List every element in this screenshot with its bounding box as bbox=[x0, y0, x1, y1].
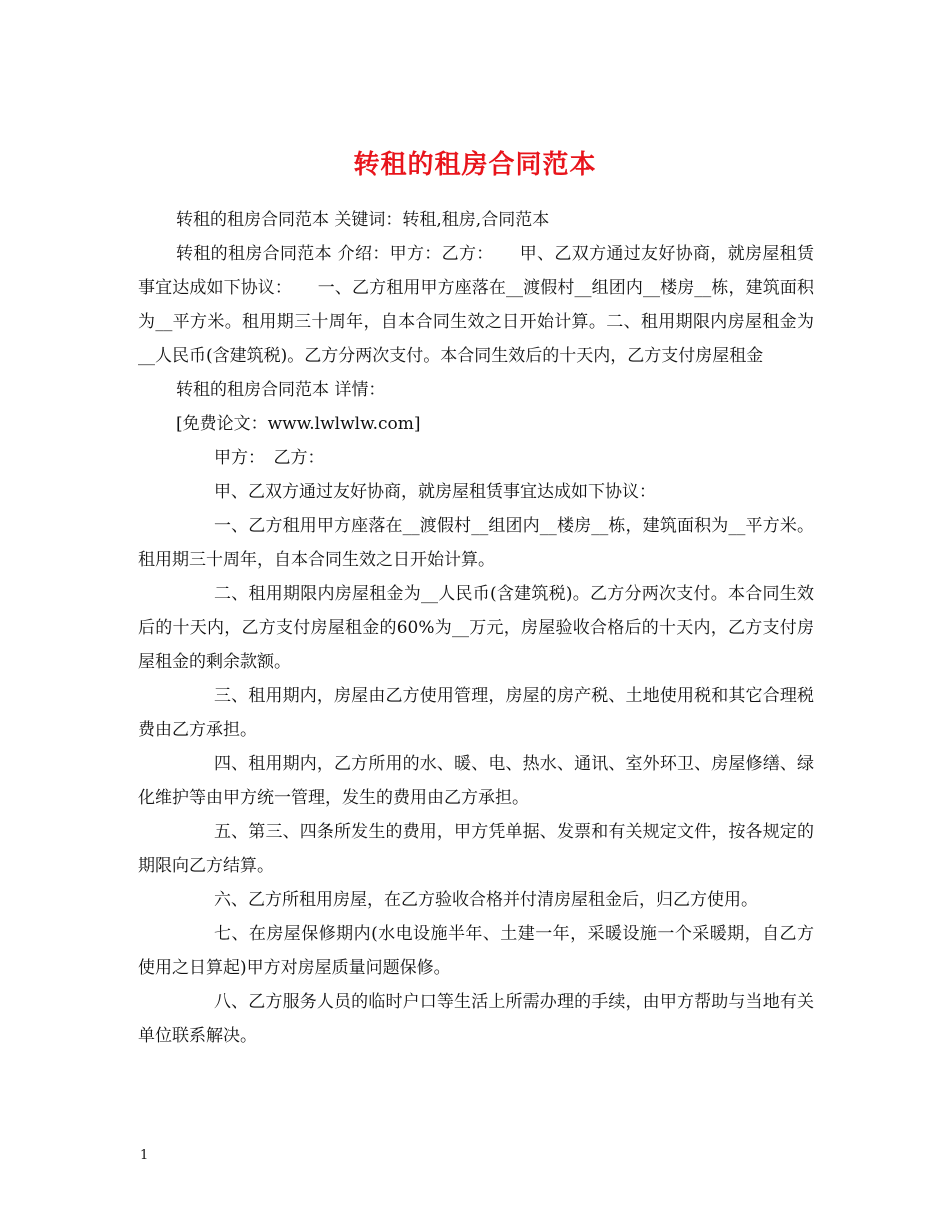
clause-1: 一、乙方租用甲方座落在__渡假村__组团内__楼房__栋，建筑面积为__平方米。租用期三十周年，自本合同生效之日开始计算。 bbox=[138, 516, 814, 570]
clause-8: 八、乙方服务人员的临时户口等生活上所需办理的手续，由甲方帮助与当地有关单位联系解决。 bbox=[138, 992, 814, 1046]
clause-3: 三、租用期内，房屋由乙方使用管理，房屋的房产税、土地使用税和其它合理税费由乙方承担。 bbox=[138, 686, 814, 740]
document-title: 转租的租房合同范本 bbox=[353, 150, 597, 181]
party-line: 甲方： 乙方： bbox=[214, 448, 325, 468]
clause-4: 四、租用期内，乙方所用的水、暖、电、热水、通讯、室外环卫、房屋修缮、绿化维护等由甲方统一管理，发生的费用由乙方承担。 bbox=[138, 754, 814, 808]
clause-7: 七、在房屋保修期内(水电设施半年、土建一年，采暖设施一个采暖期，自乙方使用之日算起)甲方对房屋质量问题保修。 bbox=[138, 924, 814, 978]
details-heading: 转租的租房合同范本 详情： bbox=[176, 380, 386, 400]
source-link-text: [免费论文：www.lwlwlw.com] bbox=[176, 414, 421, 434]
clause-5: 五、第三、四条所发生的费用，甲方凭单据、发票和有关规定文件，按各规定的期限向乙方结算。 bbox=[138, 822, 814, 876]
clause-6: 六、乙方所租用房屋，在乙方验收合格并付清房屋租金后，归乙方使用。 bbox=[214, 890, 758, 910]
keywords-paragraph: 转租的租房合同范本 关键词：转租,租房,合同范本 bbox=[176, 210, 550, 230]
clause-2: 二、租用期限内房屋租金为__人民币(含建筑税)。乙方分两次支付。本合同生效后的十天内，乙方支付房屋租金的60%为__万元，房屋验收合格后的十天内，乙方支付房屋租金的剩余款额。 bbox=[138, 584, 814, 672]
introduction-paragraph: 转租的租房合同范本 介绍：甲方：乙方： 甲、乙双方通过友好协商，就房屋租赁事宜达成如下协议： 一、乙方租用甲方座落在__渡假村__组团内__楼房__栋，建筑面积为__平方米。租用期三十周年，自本合同生效之日开始计算。二、租用期限内房屋租金为__人民币(含建筑税)。乙方分两次支付。本合同生效后的十天内，乙方支付房屋租金 bbox=[138, 244, 814, 366]
agreement-intro: 甲、乙双方通过友好协商，就房屋租赁事宜达成如下协议： bbox=[214, 482, 656, 502]
page-number: 1 bbox=[140, 1148, 149, 1163]
document-body bbox=[138, 203, 814, 1053]
